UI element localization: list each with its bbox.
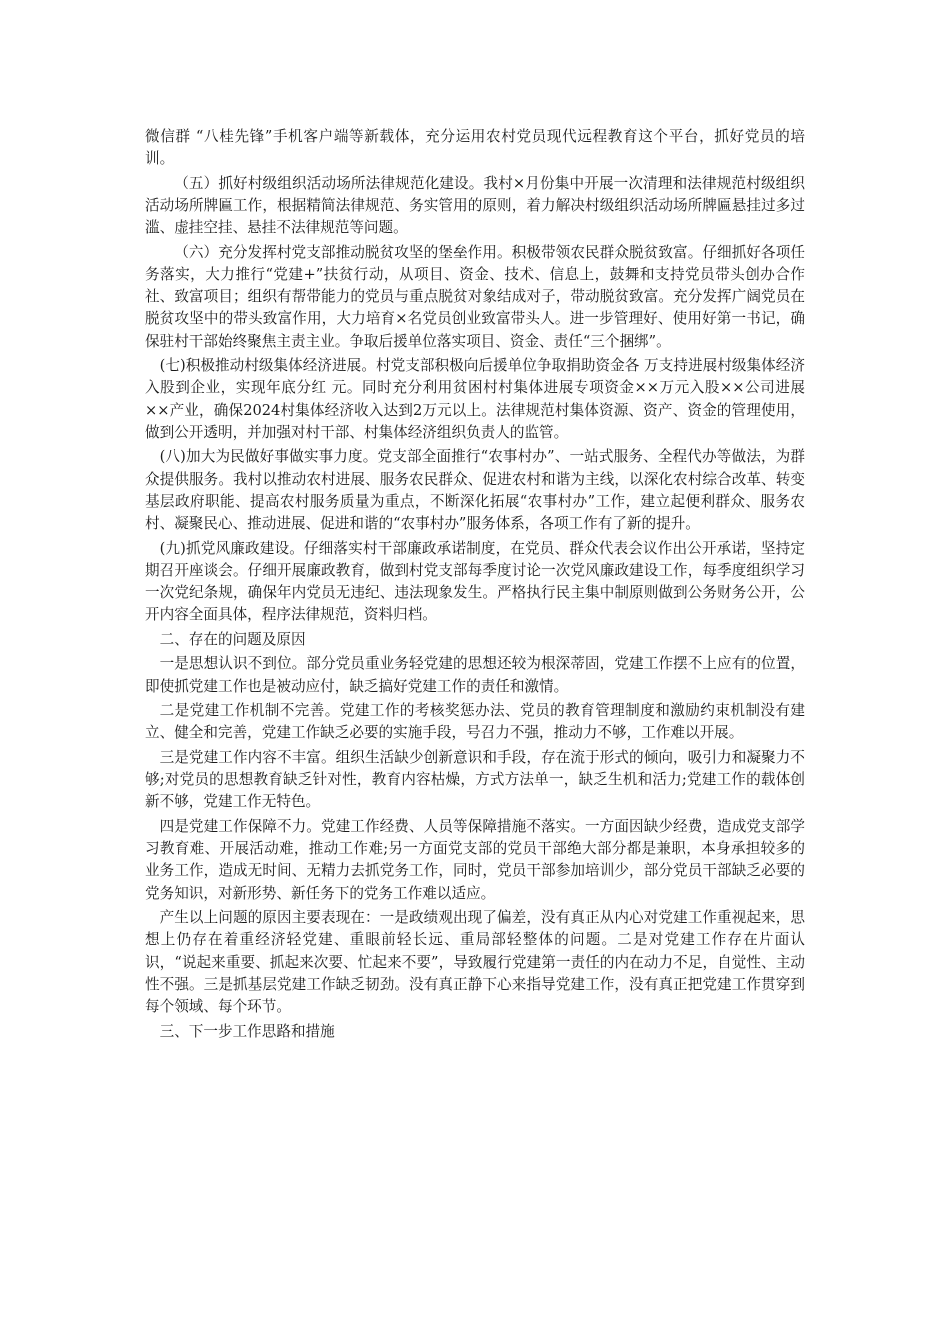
paragraph-problem-1: 一是思想认识不到位。部分党员重业务轻党建的思想还较为根深蒂固，党建工作摆不上应有的位置，即使抓党建工作也是被动应付，缺乏搞好党建工作的责任和激情。 bbox=[145, 655, 805, 695]
paragraph-section-5: （五）抓好村级组织活动场所法律规范化建设。我村×月份集中开展一次清理和法律规范村级组织活动场所牌匾工作，根据精简法律规范、务实管用的原则，着力解决村级组织活动场所牌匾悬挂过多过滥、虚挂空挂、悬挂不法律规范等问题。 bbox=[145, 174, 805, 237]
paragraph-section-9: (九)抓党风廉政建设。仔细落实村干部廉政承诺制度，在党员、群众代表会议作出公开承诺，坚持定期召开座谈会。仔细开展廉政教育，做到村党支部每季度讨论一次党风廉政建设工作，每季度组织学习一次党纪条规，确保年内党员无违纪、违法现象发生。严格执行民主集中制原则做到公务财务公开，公开内容全面具体，程序法律规范，资料归档。 bbox=[145, 539, 805, 624]
paragraph-continuation: 微信群 “八桂先锋”手机客户端等新载体，充分运用农村党员现代远程教育这个平台，抓好党员的培训。 bbox=[145, 128, 805, 168]
document-body bbox=[145, 126, 805, 1045]
paragraph-section-6: （六）充分发挥村党支部推动脱贫攻坚的堡垒作用。积极带领农民群众脱贫致富。仔细抓好各项任务落实，大力推行“党建+”扶贫行动，从项目、资金、技术、信息上，鼓舞和支持党员带头创办合作社、致富项目；组织有帮带能力的党员与重点脱贫对象结成对子，带动脱贫致富。充分发挥广阔党员在脱贫攻坚中的带头致富作用，大力培育×名党员创业致富带头人。进一步管理好、使用好第一书记，确保驻村干部始终聚焦主责主业。争取后援单位落实项目、资金、责任“三个捆绑”。 bbox=[145, 243, 805, 350]
paragraph-problem-4: 四是党建工作保障不力。党建工作经费、人员等保障措施不落实。一方面因缺少经费，造成党支部学习教育难、开展活动难，推动工作难;另一方面党支部的党员干部绝大部分都是兼职，本身承担较多的业务工作，造成无时间、无精力去抓党务工作，同时，党员干部参加培训少，部分党员干部缺乏必要的党务知识，对新形势、新任务下的党务工作难以适应。 bbox=[145, 818, 805, 902]
paragraph-problem-3: 三是党建工作内容不丰富。组织生活缺少创新意识和手段，存在流于形式的倾向，吸引力和凝聚力不够;对党员的思想教育缺乏针对性，教育内容枯燥，方式方法单一，缺乏生机和活力;党建工作的载体创新不够，党建工作无特色。 bbox=[145, 749, 805, 811]
paragraph-section-8: (八)加大为民做好事做实事力度。党支部全面推行“农事村办”、一站式服务、全程代办等做法，为群众提供服务。我村以推动农村进展、服务农民群众、促进农村和谐为主线，以深化农村综合改革、转变基层政府职能、提高农村服务质量为重点，不断深化拓展“农事村办”工作，建立起便利群众、服务农村、凝聚民心、推动进展、促进和谐的“农事村办”服务体系，各项工作有了新的提升。 bbox=[145, 448, 805, 533]
heading-problems-and-causes: 二、存在的问题及原因 bbox=[159, 630, 306, 648]
heading-next-steps: 三、下一步工作思路和措施 bbox=[159, 1022, 335, 1040]
paragraph-problem-2: 二是党建工作机制不完善。党建工作的考核奖惩办法、党员的教育管理制度和激励约束机制没有建立、健全和完善，党建工作缺乏必要的实施手段，号召力不强，推动力不够，工作难以开展。 bbox=[145, 702, 805, 742]
paragraph-causes: 产生以上问题的原因主要表现在：一是政绩观出现了偏差，没有真正从内心对党建工作重视起来，思想上仍存在着重经济轻党建、重眼前轻长远、重局部轻整体的问题。二是对党建工作存在片面认识，“说起来重要、抓起来次要、忙起来不要”，导致履行党建第一责任的内在动力不足，自觉性、主动性不强。三是抓基层党建工作缺乏韧劲。没有真正静下心来指导党建工作，没有真正把党建工作贯穿到每个领域、每个环节。 bbox=[145, 909, 805, 1016]
paragraph-section-7: (七)积极推动村级集体经济进展。村党支部积极向后援单位争取捐助资金各 万支持进展村级集体经济入股到企业，实现年底分红 元。同时充分利用贫困村村集体进展专项资金××万元入股××公司进展××产业，确保2024村集体经济收入达到2万元以上。法律规范村集体资源、资产、资金的管理使用，做到公开透明，并加强对村干部、村集体经济组织负责人的监管。 bbox=[145, 357, 805, 441]
